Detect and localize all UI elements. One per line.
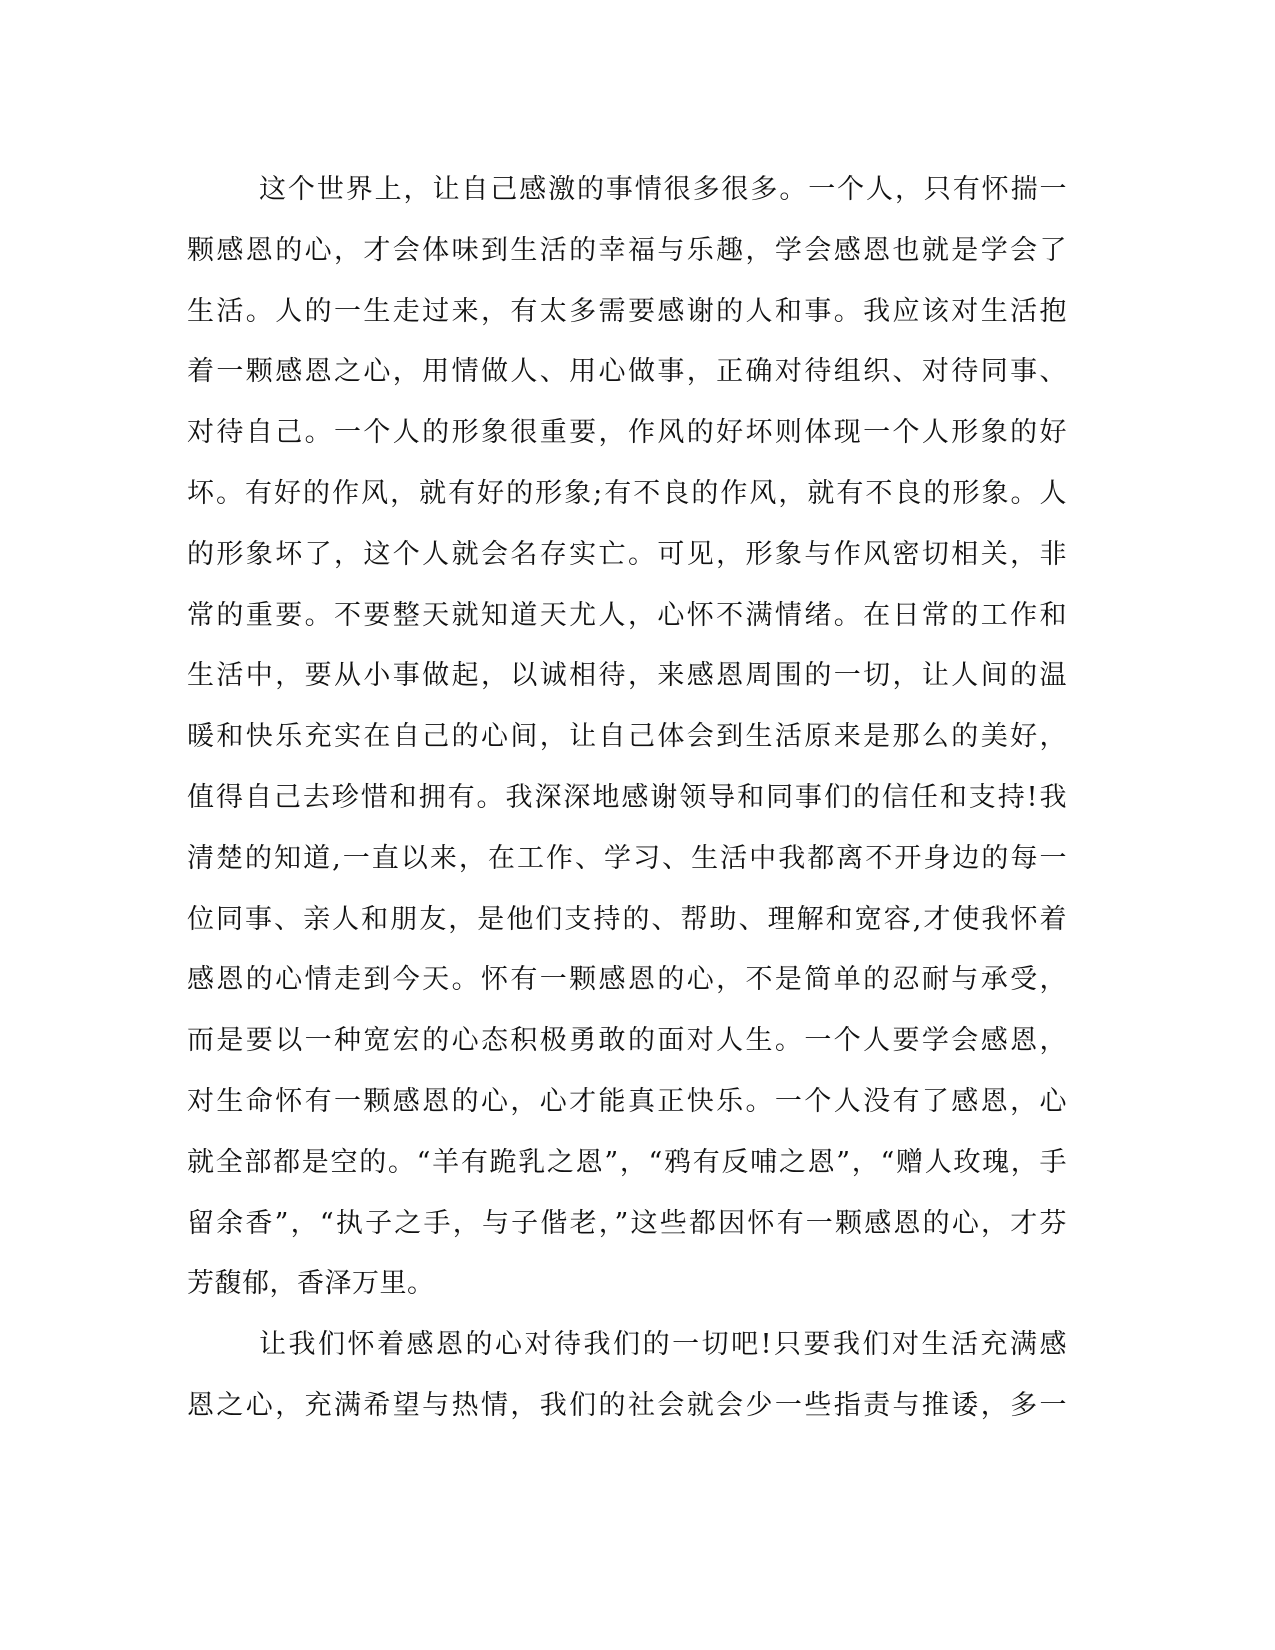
paragraph-1 [187,160,1067,1315]
text-line: 的形象坏了，这个人就会名存实亡。可见，形象与作风密切相关，非 [187,538,1067,570]
text-line: 对待自己。一个人的形象很重要，作风的好坏则体现一个人形象的好 [187,417,1067,449]
text-line: 常的重要。不要整天就知道天尤人，心怀不满情绪。在日常的工作和 [187,599,1067,631]
text-line: 而是要以一种宽宏的心态积极勇敢的面对人生。一个人要学会感恩， [187,1025,1067,1057]
text-line: 芳馥郁，香泽万里。 [187,1268,435,1300]
text-line: 生活中，要从小事做起，以诚相待，来感恩周围的一切，让人间的温 [187,660,1067,692]
text-line: 这个世界上，让自己感激的事情很多很多。一个人，只有怀揣一 [259,174,1067,205]
text-line: 就全部都是空的。“羊有跪乳之恩”，“鸦有反哺之恩”，“赠人玫瑰，手 [187,1146,1067,1178]
text-line: 恩之心，充满希望与热情，我们的社会就会少一些指责与推诿，多一 [187,1389,1067,1421]
text-line: 着一颗感恩之心，用情做人、用心做事，正确对待组织、对待同事、 [187,356,1067,388]
text-line: 对生命怀有一颗感恩的心，心才能真正快乐。一个人没有了感恩，心 [187,1085,1067,1117]
text-line: 暖和快乐充实在自己的心间，让自己体会到生活原来是那么的美好， [187,721,1067,753]
paragraph-2 [187,1315,1067,1437]
text-line: 留余香”，“执子之手，与子偕老，”这些都因怀有一颗感恩的心，才芬 [187,1207,1067,1239]
text-line: 颗感恩的心，才会体味到生活的幸福与乐趣，学会感恩也就是学会了 [187,234,1067,266]
text-line: 让我们怀着感恩的心对待我们的一切吧!只要我们对生活充满感 [259,1329,1067,1361]
text-line: 清楚的知道,一直以来，在工作、学习、生活中我都离不开身边的每一 [187,842,1067,874]
text-line: 坏。有好的作风，就有好的形象;有不良的作风，就有不良的形象。人 [187,477,1067,509]
text-line: 感恩的心情走到今天。怀有一颗感恩的心，不是简单的忍耐与承受， [187,964,1067,996]
text-line: 位同事、亲人和朋友，是他们支持的、帮助、理解和宽容,才使我怀着 [187,903,1067,935]
text-line: 生活。人的一生走过来，有太多需要感谢的人和事。我应该对生活抱 [187,295,1067,327]
document-body [187,160,1067,1437]
text-line: 值得自己去珍惜和拥有。我深深地感谢领导和同事们的信任和支持!我 [187,781,1067,813]
